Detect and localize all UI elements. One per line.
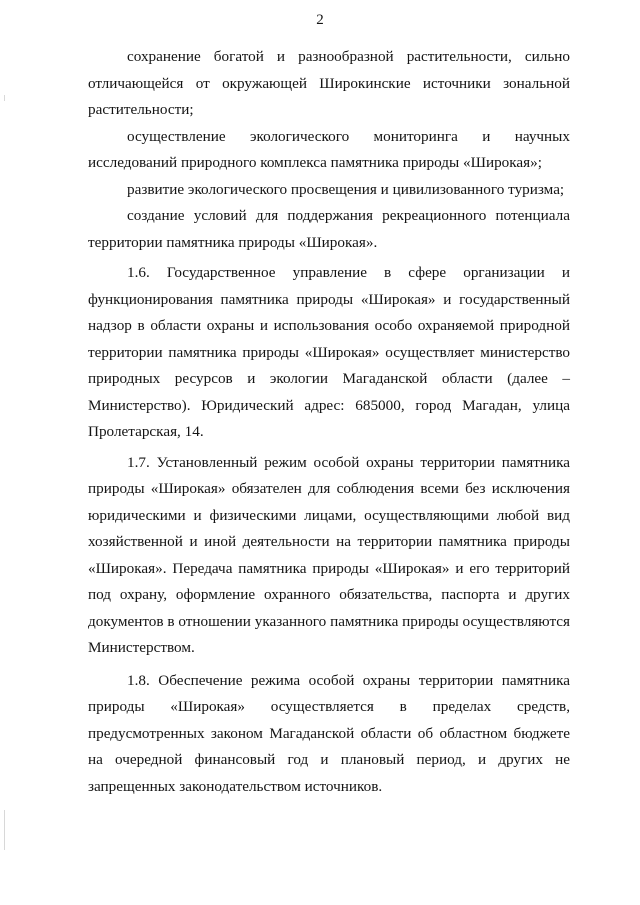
paragraph-goal-monitoring: осуществление экологического мониторинга и научных исследований природного комплекса памятника природы «Широкая»;	[88, 127, 570, 171]
paragraph-section-1-8: 1.8. Обеспечение режима особой охраны территории памятника природы «Широкая» осуществляется в пределах средств, предусмотренных законом Магаданской области об областном бюджете на очередной финансовый год и плановый период, и других не запрещенных законодательством источников.	[88, 671, 570, 795]
paragraph-section-1-6: 1.6. Государственное управление в сфере организации и функционирования памятника природы «Широкая» и государственный надзор в области охраны и использования особо охраняемой природной территории памятника природы «Широкая» осуществляет министерство природных ресурсов и экологии Магаданской области (далее – Министерство). Юридический адрес: 685000, город Магадан, улица Пролетарская, 14.	[88, 264, 570, 440]
scan-edge-mark-top	[4, 95, 5, 101]
paragraph-goal-education: развитие экологического просвещения и цивилизованного туризма;	[127, 180, 565, 198]
page-number: 2	[316, 12, 324, 28]
paragraph-goal-recreation: создание условий для поддержания рекреационного потенциала территории памятника природы «Широкая».	[88, 207, 570, 251]
paragraph-goal-vegetation: сохранение богатой и разнообразной растительности, сильно отличающейся от окружающей Широкинские источники зональной растительности;	[88, 48, 570, 118]
document-body	[88, 44, 570, 800]
paragraph-section-1-7: 1.7. Установленный режим особой охраны территории памятника природы «Широкая» обязателен для соблюдения всеми без исключения юридическими и физическими лицами, осуществляющими любой вид хозяйственной и иной деятельности на территории памятника природы «Широкая». Передача памятника природы «Широкая» и его территорий под охрану, оформление охранного обязательства, паспорта и других документов в отношении указанного памятника природы осуществляются Министерством.	[88, 453, 570, 656]
scan-edge-mark-bottom	[4, 810, 5, 850]
